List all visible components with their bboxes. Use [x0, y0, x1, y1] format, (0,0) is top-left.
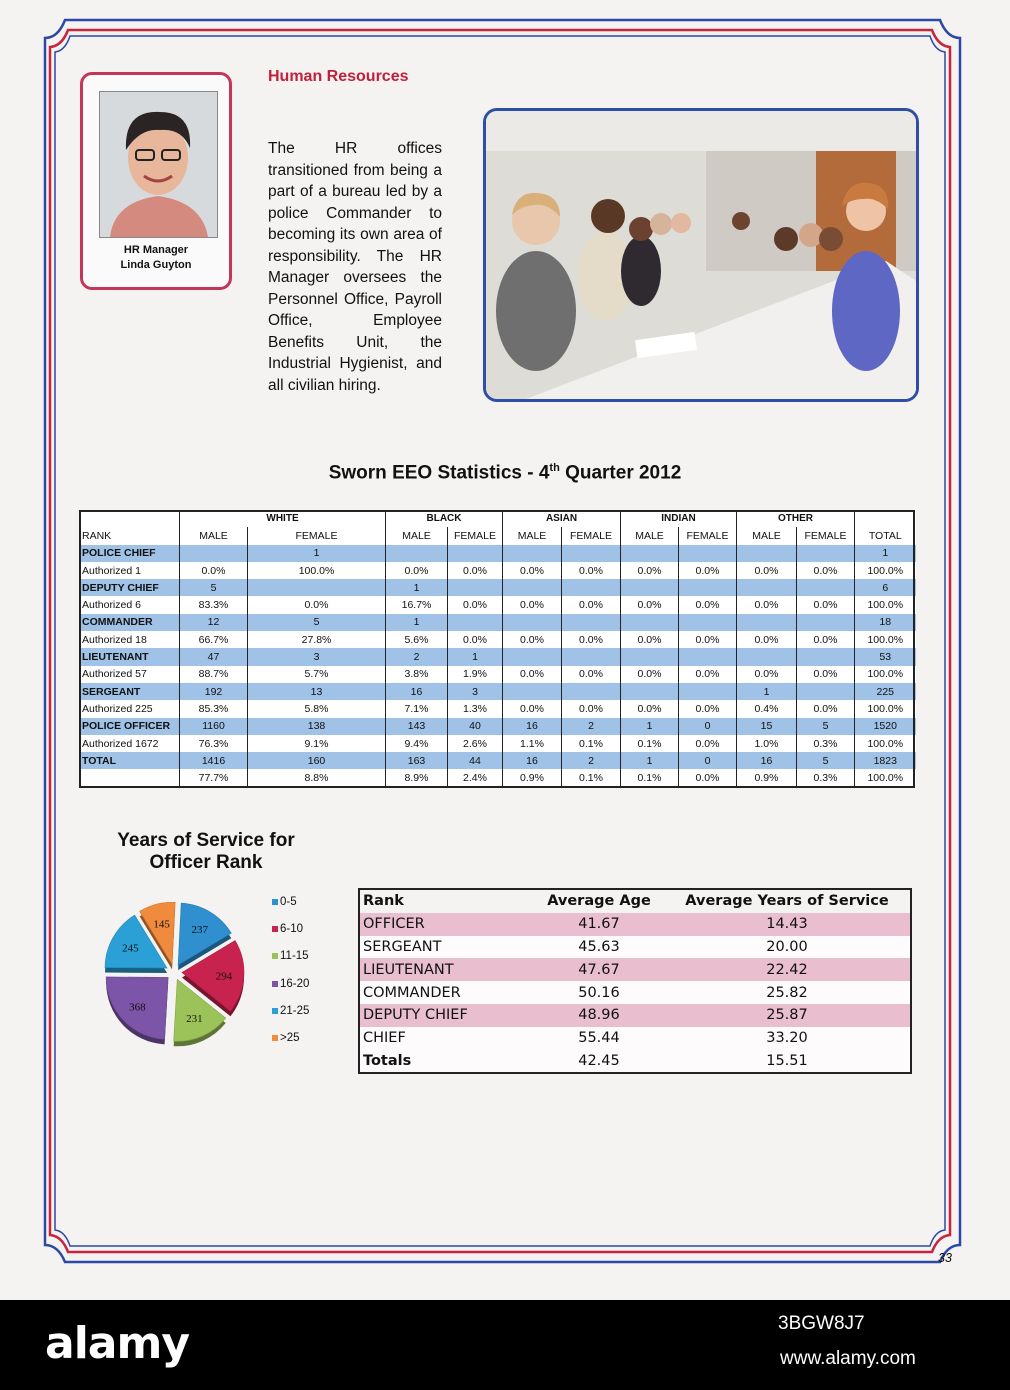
eeo-value-cell: 3.8% — [386, 666, 448, 683]
eeo-value-cell: 0.0% — [562, 631, 621, 648]
eeo-value-cell — [797, 579, 855, 596]
eeo-value-cell: 16 — [737, 752, 797, 769]
service-row — [359, 958, 911, 981]
service-value-cell: 55.44 — [534, 1027, 664, 1050]
eeo-value-cell: 225 — [855, 683, 916, 700]
legend-label: 21-25 — [280, 1004, 310, 1017]
eeo-value-cell: 5.6% — [386, 631, 448, 648]
eeo-value-cell: 9.1% — [248, 735, 386, 752]
eeo-value-cell — [562, 614, 621, 631]
eeo-value-cell — [797, 648, 855, 665]
eeo-value-cell: 2 — [562, 718, 621, 735]
eeo-subheader-cell: MALE — [737, 527, 797, 544]
eeo-value-cell: 100.0% — [855, 596, 916, 613]
eeo-value-cell: 100.0% — [855, 735, 916, 752]
eeo-rank-cell: COMMANDER — [80, 614, 180, 631]
service-value-cell: 45.63 — [534, 936, 664, 959]
eeo-rank-cell: SERGEANT — [80, 683, 180, 700]
eeo-title — [0, 462, 1010, 484]
eeo-value-cell: 0.0% — [621, 631, 679, 648]
page-number: 33 — [938, 1251, 952, 1265]
eeo-row — [80, 735, 916, 752]
eeo-value-cell: 6 — [855, 579, 916, 596]
eeo-value-cell — [737, 545, 797, 562]
eeo-group-header: BLACK — [386, 510, 503, 527]
eeo-value-cell: 138 — [248, 718, 386, 735]
eeo-value-cell: 163 — [386, 752, 448, 769]
pie-chart — [90, 880, 260, 1070]
eeo-value-cell: 0.0% — [621, 562, 679, 579]
service-value-cell: 42.45 — [534, 1050, 664, 1074]
eeo-row — [80, 769, 916, 786]
eeo-value-cell: 100.0% — [855, 769, 916, 786]
eeo-value-cell — [386, 545, 448, 562]
eeo-group-header: WHITE — [180, 510, 386, 527]
legend-item — [272, 896, 309, 923]
service-value-cell: 50.16 — [534, 981, 664, 1004]
pie-slice-label: 237 — [191, 923, 209, 936]
eeo-value-cell: 0.0% — [679, 769, 737, 786]
eeo-value-cell: 1 — [621, 718, 679, 735]
eeo-value-cell: 1 — [448, 648, 503, 665]
eeo-value-cell: 53 — [855, 648, 916, 665]
legend-label: 0-5 — [280, 896, 297, 908]
service-rank-cell: SERGEANT — [359, 936, 534, 959]
eeo-group-spacer — [855, 510, 916, 527]
eeo-table — [79, 510, 916, 787]
eeo-value-cell: 5.7% — [248, 666, 386, 683]
eeo-value-cell — [737, 579, 797, 596]
eeo-value-cell: 16 — [503, 718, 562, 735]
eeo-title-tail: Quarter 2012 — [559, 462, 682, 484]
service-value-cell: Average Years of Service — [685, 893, 889, 910]
footer-logo: alamy — [45, 1318, 189, 1369]
eeo-value-cell — [562, 648, 621, 665]
eeo-value-cell: 1520 — [855, 718, 916, 735]
portrait-illustration — [100, 92, 217, 237]
eeo-value-cell: 47 — [180, 648, 248, 665]
pie-title-line-2: Officer Rank — [149, 852, 263, 873]
service-value-cell: 25.87 — [664, 1004, 911, 1027]
eeo-value-cell: 12 — [180, 614, 248, 631]
eeo-value-cell — [503, 683, 562, 700]
eeo-subheader-cell: MALE — [621, 527, 679, 544]
intro-paragraph: The HR offices transitioned from being a part of a bureau led by a police Commander to becoming its own area of responsibility. The HR Manager oversees the Personnel Office, Payroll Office, Employee Benefits Unit, the Industrial Hygienist, and all civilian hiring. — [268, 140, 442, 394]
pie-slice-label: 245 — [122, 942, 139, 955]
eeo-value-cell: 100.0% — [855, 562, 916, 579]
eeo-value-cell: 5 — [797, 718, 855, 735]
legend-label: 11-15 — [280, 950, 309, 963]
section-title: Human Resources — [268, 68, 409, 85]
eeo-value-cell: 0.0% — [562, 562, 621, 579]
eeo-value-cell: 0.3% — [797, 735, 855, 752]
eeo-value-cell: 9.4% — [386, 735, 448, 752]
eeo-value-cell — [562, 579, 621, 596]
eeo-value-cell: 44 — [448, 752, 503, 769]
eeo-rank-cell — [80, 769, 180, 786]
eeo-rank-cell: LIEUTENANT — [80, 648, 180, 665]
eeo-value-cell: 100.0% — [855, 631, 916, 648]
eeo-value-cell: 0.0% — [621, 666, 679, 683]
eeo-value-cell: 2 — [386, 648, 448, 665]
eeo-value-cell: 0.0% — [797, 596, 855, 613]
eeo-subheader-cell: FEMALE — [562, 527, 621, 544]
eeo-value-cell — [621, 614, 679, 631]
eeo-value-cell: 5.8% — [248, 700, 386, 717]
eeo-subheader-cell: FEMALE — [679, 527, 737, 544]
eeo-row — [80, 718, 916, 735]
service-value-cell: 48.96 — [534, 1004, 664, 1027]
service-row — [359, 1027, 911, 1050]
service-value-cell: Average Age — [547, 893, 651, 910]
eeo-value-cell: 0.0% — [180, 562, 248, 579]
eeo-value-cell — [448, 545, 503, 562]
eeo-value-cell: 83.3% — [180, 596, 248, 613]
eeo-row — [80, 596, 916, 613]
eeo-value-cell: 16 — [503, 752, 562, 769]
pie-slice-label: 368 — [129, 1001, 146, 1014]
service-rank-cell: Rank — [363, 893, 404, 910]
eeo-value-cell: 192 — [180, 683, 248, 700]
eeo-rank-cell: POLICE OFFICER — [80, 718, 180, 735]
eeo-value-cell — [621, 683, 679, 700]
eeo-value-cell: 0.0% — [503, 700, 562, 717]
legend-label: 16-20 — [280, 977, 310, 990]
eeo-value-cell: 100.0% — [248, 562, 386, 579]
eeo-value-cell — [797, 545, 855, 562]
eeo-value-cell: 1 — [737, 683, 797, 700]
pie-slice-label: 145 — [153, 918, 170, 931]
legend-swatch — [272, 899, 278, 905]
service-value-cell: 20.00 — [664, 936, 911, 959]
legend-label: 6-10 — [280, 923, 304, 936]
hr-manager-name: Linda Guyton — [120, 259, 192, 271]
eeo-value-cell: 0.0% — [248, 596, 386, 613]
eeo-value-cell: 16 — [386, 683, 448, 700]
service-row — [359, 913, 911, 936]
eeo-value-cell: 0.0% — [679, 562, 737, 579]
eeo-value-cell: 0.0% — [562, 666, 621, 683]
eeo-value-cell: 0.0% — [448, 631, 503, 648]
eeo-value-cell: 76.3% — [180, 735, 248, 752]
eeo-value-cell — [679, 648, 737, 665]
eeo-value-cell: 1.9% — [448, 666, 503, 683]
eeo-value-cell: 0.0% — [737, 562, 797, 579]
service-value-cell: 41.67 — [534, 913, 664, 936]
eeo-value-cell: 0.0% — [503, 666, 562, 683]
eeo-value-cell: 100.0% — [855, 666, 916, 683]
eeo-value-cell: 8.9% — [386, 769, 448, 786]
eeo-value-cell: 1 — [855, 545, 916, 562]
eeo-value-cell — [621, 545, 679, 562]
eeo-subheader-cell: RANK — [80, 527, 180, 544]
eeo-title-sup: th — [549, 462, 560, 474]
eeo-value-cell — [797, 614, 855, 631]
eeo-value-cell: 0.9% — [737, 769, 797, 786]
eeo-value-cell: 5 — [180, 579, 248, 596]
eeo-value-cell: 2.6% — [448, 735, 503, 752]
eeo-value-cell: 0.0% — [503, 596, 562, 613]
eeo-value-cell: 0.0% — [679, 666, 737, 683]
eeo-subheader-cell: MALE — [503, 527, 562, 544]
pie-chart-title — [80, 830, 332, 874]
eeo-value-cell: 1416 — [180, 752, 248, 769]
service-value-cell: 15.51 — [664, 1050, 911, 1074]
eeo-subheader-cell: MALE — [386, 527, 448, 544]
eeo-group-header: INDIAN — [621, 510, 737, 527]
eeo-value-cell: 7.1% — [386, 700, 448, 717]
eeo-value-cell: 0.0% — [562, 700, 621, 717]
eeo-group-spacer — [80, 510, 180, 527]
eeo-value-cell: 160 — [248, 752, 386, 769]
eeo-row — [80, 700, 916, 717]
pie-slice-label: 294 — [215, 970, 233, 983]
eeo-value-cell: 2.4% — [448, 769, 503, 786]
eeo-value-cell: 1.1% — [503, 735, 562, 752]
eeo-row — [80, 562, 916, 579]
eeo-value-cell — [503, 614, 562, 631]
eeo-value-cell: 0.0% — [562, 596, 621, 613]
eeo-value-cell: 1 — [386, 579, 448, 596]
eeo-value-cell — [503, 579, 562, 596]
legend-swatch — [272, 926, 278, 932]
eeo-value-cell — [448, 614, 503, 631]
eeo-value-cell — [679, 614, 737, 631]
pie-legend — [272, 896, 309, 1059]
eeo-value-cell: 0.0% — [737, 596, 797, 613]
eeo-row — [80, 648, 916, 665]
eeo-value-cell — [562, 683, 621, 700]
eeo-value-cell: 143 — [386, 718, 448, 735]
legend-swatch — [272, 981, 278, 987]
eeo-value-cell: 0.1% — [562, 735, 621, 752]
legend-item — [272, 1032, 309, 1059]
eeo-value-cell: 5 — [797, 752, 855, 769]
pie-title-line-1: Years of Service for — [117, 830, 295, 851]
service-row — [359, 981, 911, 1004]
service-table — [358, 888, 912, 1074]
legend-item — [272, 1005, 309, 1032]
eeo-rank-cell: Authorized 1 — [80, 562, 180, 579]
eeo-value-cell — [503, 545, 562, 562]
hr-manager-card — [80, 72, 232, 290]
service-value-cell: 14.43 — [664, 913, 911, 936]
eeo-rank-cell: TOTAL — [80, 752, 180, 769]
eeo-value-cell: 0.0% — [679, 700, 737, 717]
eeo-value-cell — [737, 648, 797, 665]
eeo-value-cell: 0.0% — [797, 700, 855, 717]
eeo-rank-cell: POLICE CHIEF — [80, 545, 180, 562]
eeo-value-cell — [621, 579, 679, 596]
eeo-value-cell: 0.0% — [386, 562, 448, 579]
legend-label: >25 — [280, 1031, 300, 1044]
eeo-value-cell: 1 — [248, 545, 386, 562]
service-totals-row — [359, 1050, 911, 1074]
service-rank-cell: OFFICER — [359, 913, 534, 936]
eeo-value-cell: 1.3% — [448, 700, 503, 717]
eeo-value-cell: 1 — [621, 752, 679, 769]
eeo-value-cell — [503, 648, 562, 665]
eeo-value-cell: 0.9% — [503, 769, 562, 786]
eeo-row — [80, 631, 916, 648]
eeo-value-cell: 3 — [248, 648, 386, 665]
eeo-subheader-row — [80, 527, 916, 544]
eeo-value-cell: 0.0% — [621, 700, 679, 717]
eeo-value-cell: 3 — [448, 683, 503, 700]
legend-item — [272, 978, 309, 1005]
eeo-subheader-cell: MALE — [180, 527, 248, 544]
footer-image-id: 3BGW8J7 — [778, 1313, 865, 1334]
eeo-value-cell: 1 — [386, 614, 448, 631]
meeting-illustration — [486, 111, 916, 399]
eeo-value-cell: 2 — [562, 752, 621, 769]
eeo-value-cell: 27.8% — [248, 631, 386, 648]
service-row — [359, 1004, 911, 1027]
service-rank-cell: LIEUTENANT — [359, 958, 534, 981]
eeo-value-cell: 0.1% — [562, 769, 621, 786]
eeo-row — [80, 666, 916, 683]
service-rank-cell: CHIEF — [359, 1027, 534, 1050]
eeo-value-cell — [448, 579, 503, 596]
eeo-value-cell: 0.0% — [737, 666, 797, 683]
eeo-value-cell: 8.8% — [248, 769, 386, 786]
eeo-value-cell: 0.4% — [737, 700, 797, 717]
service-rank-cell: DEPUTY CHIEF — [359, 1004, 534, 1027]
eeo-value-cell — [797, 683, 855, 700]
pie-slice-label: 231 — [186, 1012, 203, 1025]
hr-manager-photo — [99, 91, 218, 238]
eeo-value-cell: 0.0% — [448, 596, 503, 613]
service-value-cell: 47.67 — [534, 958, 664, 981]
eeo-value-cell — [562, 545, 621, 562]
eeo-value-cell: 15 — [737, 718, 797, 735]
eeo-group-header-row — [80, 510, 916, 527]
eeo-value-cell: 0.0% — [448, 562, 503, 579]
eeo-value-cell: 0.1% — [621, 769, 679, 786]
eeo-rank-cell: Authorized 57 — [80, 666, 180, 683]
eeo-value-cell: 88.7% — [180, 666, 248, 683]
service-rank-cell: COMMANDER — [359, 981, 534, 1004]
eeo-subheader-cell: FEMALE — [448, 527, 503, 544]
eeo-value-cell — [180, 545, 248, 562]
eeo-value-cell: 0.0% — [679, 735, 737, 752]
eeo-row — [80, 752, 916, 769]
legend-swatch — [272, 1035, 278, 1041]
eeo-subheader-cell: TOTAL — [855, 527, 916, 544]
eeo-value-cell: 0.0% — [503, 631, 562, 648]
legend-item — [272, 923, 309, 950]
eeo-value-cell: 0.0% — [679, 596, 737, 613]
service-header-row — [359, 889, 911, 913]
eeo-subheader-cell: FEMALE — [797, 527, 855, 544]
eeo-value-cell: 0.0% — [621, 596, 679, 613]
eeo-row — [80, 545, 916, 562]
legend-item — [272, 950, 309, 977]
service-value-cell: 25.82 — [664, 981, 911, 1004]
eeo-value-cell — [679, 545, 737, 562]
eeo-group-header: ASIAN — [503, 510, 621, 527]
eeo-value-cell — [679, 683, 737, 700]
eeo-title-main: Sworn EEO Statistics - 4 — [328, 462, 550, 484]
eeo-value-cell: 1.0% — [737, 735, 797, 752]
eeo-value-cell: 5 — [248, 614, 386, 631]
footer-url: www.alamy.com — [780, 1348, 916, 1369]
eeo-value-cell — [737, 614, 797, 631]
eeo-value-cell: 0.0% — [797, 562, 855, 579]
eeo-value-cell: 0.0% — [797, 631, 855, 648]
eeo-value-cell — [621, 648, 679, 665]
eeo-rank-cell: Authorized 1672 — [80, 735, 180, 752]
eeo-value-cell — [679, 579, 737, 596]
service-rank-cell: Totals — [359, 1050, 534, 1074]
eeo-value-cell: 0.0% — [737, 631, 797, 648]
legend-swatch — [272, 953, 278, 959]
eeo-value-cell: 40 — [448, 718, 503, 735]
eeo-rank-cell: Authorized 6 — [80, 596, 180, 613]
eeo-value-cell: 0.1% — [621, 735, 679, 752]
eeo-value-cell: 1160 — [180, 718, 248, 735]
eeo-value-cell: 85.3% — [180, 700, 248, 717]
eeo-rank-cell: DEPUTY CHIEF — [80, 579, 180, 596]
eeo-value-cell: 0.0% — [797, 666, 855, 683]
eeo-rank-cell: Authorized 18 — [80, 631, 180, 648]
service-value-cell: 33.20 — [664, 1027, 911, 1050]
eeo-value-cell: 18 — [855, 614, 916, 631]
meeting-photo — [483, 108, 919, 402]
eeo-subheader-cell: FEMALE — [248, 527, 386, 544]
eeo-value-cell: 13 — [248, 683, 386, 700]
eeo-value-cell: 0.0% — [503, 562, 562, 579]
eeo-row — [80, 614, 916, 631]
eeo-value-cell: 0.3% — [797, 769, 855, 786]
eeo-value-cell: 77.7% — [180, 769, 248, 786]
eeo-row — [80, 579, 916, 596]
eeo-value-cell: 1823 — [855, 752, 916, 769]
eeo-rank-cell: Authorized 225 — [80, 700, 180, 717]
legend-swatch — [272, 1008, 278, 1014]
eeo-value-cell: 16.7% — [386, 596, 448, 613]
eeo-row — [80, 683, 916, 700]
hr-manager-title: HR Manager — [123, 244, 189, 256]
eeo-value-cell — [248, 579, 386, 596]
eeo-value-cell: 0 — [679, 752, 737, 769]
eeo-value-cell: 100.0% — [855, 700, 916, 717]
service-value-cell: 22.42 — [664, 958, 911, 981]
eeo-group-header: OTHER — [737, 510, 855, 527]
eeo-value-cell: 0 — [679, 718, 737, 735]
service-row — [359, 936, 911, 959]
eeo-value-cell: 0.0% — [679, 631, 737, 648]
eeo-value-cell: 66.7% — [180, 631, 248, 648]
